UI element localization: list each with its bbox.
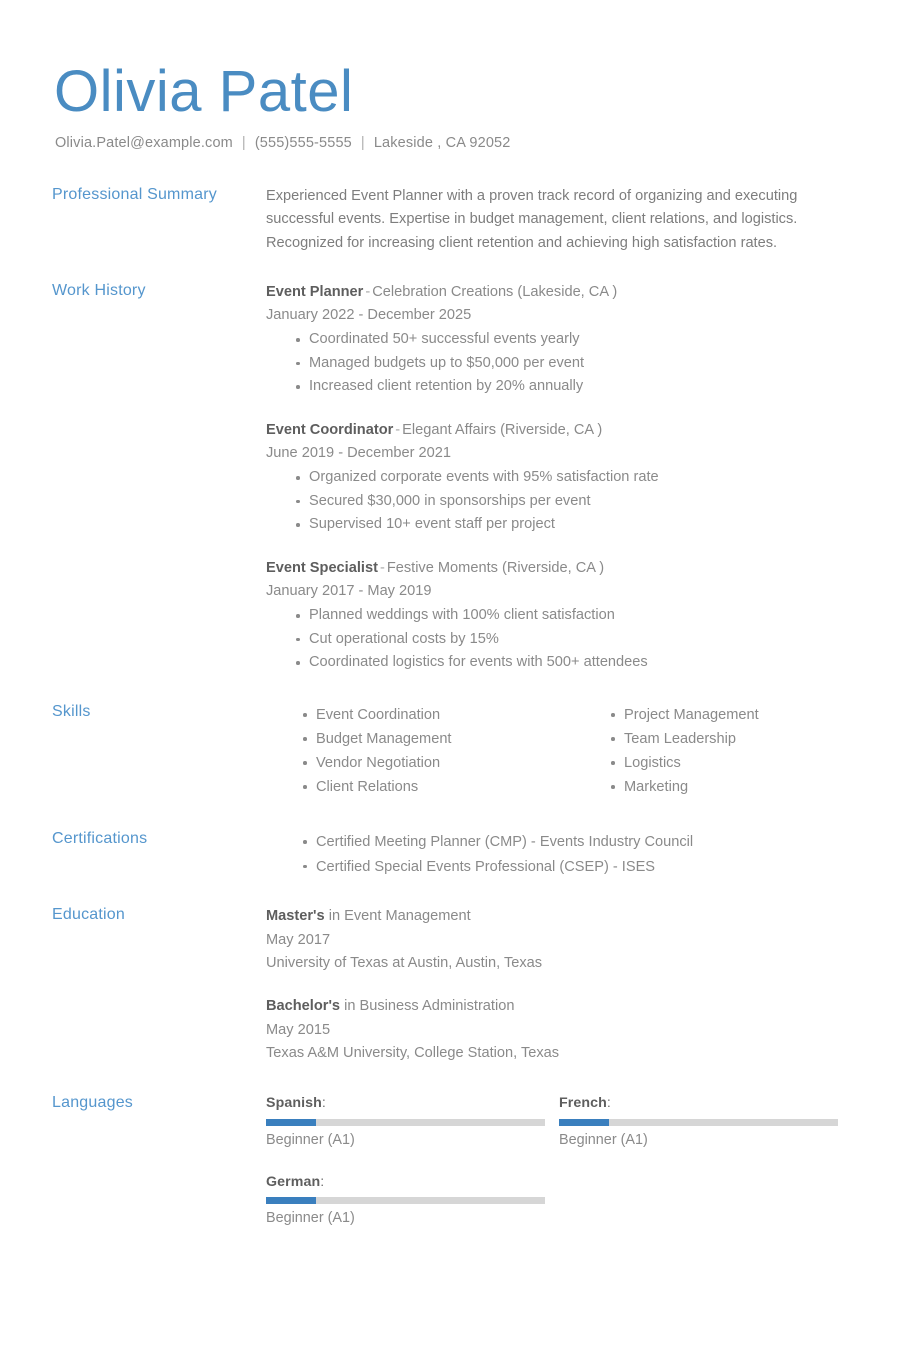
job-dash: -	[365, 283, 371, 300]
contact-location: Lakeside , CA 92052	[373, 134, 511, 151]
education-entry	[266, 995, 848, 1065]
language-level: Beginner (A1)	[266, 1131, 355, 1148]
job-dash: -	[379, 559, 385, 576]
section-professional-summary	[52, 185, 848, 255]
skill-item: Logistics	[611, 751, 886, 775]
contact-separator-2: |	[360, 134, 365, 151]
section-body-work-history	[266, 281, 848, 675]
languages-grid	[266, 1093, 852, 1249]
language-name: Spanish	[266, 1095, 322, 1112]
skill-item: Client Relations	[303, 775, 576, 799]
job-entry	[266, 557, 848, 675]
contact-phone: (555)555-5555	[254, 134, 352, 151]
language-item	[266, 1172, 559, 1230]
contact-separator-1: |	[241, 134, 246, 151]
education-field: in Business Administration	[340, 998, 515, 1015]
skill-item: Budget Management	[303, 727, 576, 751]
language-item	[559, 1093, 852, 1151]
job-bullet-list	[266, 466, 848, 537]
language-proficiency-bar	[266, 1119, 545, 1126]
section-label-certifications: Certifications	[52, 830, 148, 848]
job-bullet: Organized corporate events with 95% satisfaction rate	[296, 466, 848, 490]
contact-email: Olivia.Patel@example.com	[55, 134, 233, 151]
job-entry	[266, 281, 848, 399]
language-name-line	[266, 1093, 559, 1114]
job-title: Event Specialist	[266, 559, 378, 576]
section-label-skills: Skills	[52, 702, 91, 720]
candidate-name: Olivia Patel	[54, 59, 354, 124]
section-languages	[52, 1093, 848, 1249]
skills-list-left	[266, 703, 576, 799]
education-field: in Event Management	[324, 908, 471, 925]
job-dates: January 2022 - December 2025	[266, 306, 472, 323]
section-body-skills	[266, 702, 848, 799]
language-colon: :	[320, 1173, 325, 1190]
skills-column-right	[576, 702, 886, 799]
education-degree-line	[266, 905, 848, 928]
language-name-line	[559, 1093, 852, 1114]
language-colon: :	[321, 1095, 326, 1112]
job-bullet: Managed budgets up to $50,000 per event	[296, 352, 848, 376]
education-date: May 2015	[266, 1021, 331, 1038]
job-bullet: Supervised 10+ event staff per project	[296, 513, 848, 537]
job-title: Event Planner	[266, 283, 364, 300]
job-bullet: Increased client retention by 20% annually	[296, 375, 848, 399]
certification-item: Certified Special Events Professional (CSEP) - ISES	[303, 855, 848, 880]
skills-column-left	[266, 702, 576, 799]
skill-item: Team Leadership	[611, 727, 886, 751]
education-date: May 2017	[266, 931, 331, 948]
job-bullet: Coordinated 50+ successful events yearly	[296, 328, 848, 352]
job-bullet: Planned weddings with 100% client satisfaction	[296, 604, 848, 628]
education-school: Texas A&M University, College Station, Texas	[266, 1045, 560, 1062]
language-proficiency-fill	[559, 1119, 609, 1126]
education-entry	[266, 905, 848, 975]
section-body-languages	[266, 1093, 848, 1249]
job-bullet: Cut operational costs by 15%	[296, 628, 848, 652]
job-bullet-list	[266, 604, 848, 675]
language-name: German	[266, 1173, 321, 1190]
job-bullet-list	[266, 328, 848, 399]
section-work-history	[52, 281, 848, 675]
section-body-education	[266, 905, 848, 1065]
section-education	[52, 905, 848, 1065]
section-body-summary	[266, 185, 848, 255]
language-proficiency-bar	[559, 1119, 838, 1126]
job-bullet: Secured $30,000 in sponsorships per event	[296, 490, 848, 514]
education-degree: Bachelor's	[266, 998, 341, 1015]
job-dates: June 2019 - December 2021	[266, 444, 451, 461]
section-body-certifications	[266, 829, 848, 879]
section-skills	[52, 702, 848, 799]
language-item	[266, 1093, 559, 1151]
skills-list-right	[576, 703, 886, 799]
skill-item: Event Coordination	[303, 703, 576, 727]
job-company: Celebration Creations (Lakeside, CA )	[372, 283, 618, 300]
resume-header	[52, 59, 848, 151]
job-company: Festive Moments (Riverside, CA )	[386, 559, 605, 576]
job-dash: -	[395, 421, 401, 438]
language-level: Beginner (A1)	[559, 1131, 648, 1148]
language-level: Beginner (A1)	[266, 1210, 355, 1227]
skill-item: Marketing	[611, 775, 886, 799]
skills-columns	[266, 702, 848, 799]
contact-line	[55, 135, 848, 151]
language-proficiency-fill	[266, 1119, 316, 1126]
language-proficiency-fill	[266, 1197, 316, 1204]
skill-item: Vendor Negotiation	[303, 751, 576, 775]
certification-item: Certified Meeting Planner (CMP) - Events Industry Council	[303, 830, 848, 855]
language-colon: :	[606, 1095, 611, 1112]
job-dates: January 2017 - May 2019	[266, 583, 432, 599]
job-title: Event Coordinator	[266, 421, 394, 438]
language-name: French	[559, 1095, 607, 1112]
section-label-work-history: Work History	[52, 281, 146, 299]
education-degree: Master's	[266, 908, 325, 925]
language-name-line	[266, 1172, 559, 1193]
summary-text: Experienced Event Planner with a proven track record of organizing and executing successful events. Expertise in budget management, client relations, and logistics. Recognized for increasing client retention and achieving high satisfaction rates.	[266, 187, 798, 251]
section-label-education: Education	[52, 906, 125, 924]
certifications-list	[266, 830, 848, 879]
language-proficiency-bar	[266, 1197, 545, 1204]
job-company: Elegant Affairs (Riverside, CA )	[402, 421, 603, 438]
education-school: University of Texas at Austin, Austin, Texas	[266, 955, 543, 971]
job-heading	[266, 557, 848, 580]
section-certifications	[52, 829, 848, 879]
job-heading	[266, 281, 848, 304]
job-heading	[266, 419, 848, 442]
section-label-summary: Professional Summary	[52, 185, 217, 203]
job-bullet: Coordinated logistics for events with 500+ attendees	[296, 651, 848, 675]
skill-item: Project Management	[611, 703, 886, 727]
section-label-languages: Languages	[52, 1094, 133, 1112]
education-degree-line	[266, 995, 848, 1018]
job-entry	[266, 419, 848, 537]
